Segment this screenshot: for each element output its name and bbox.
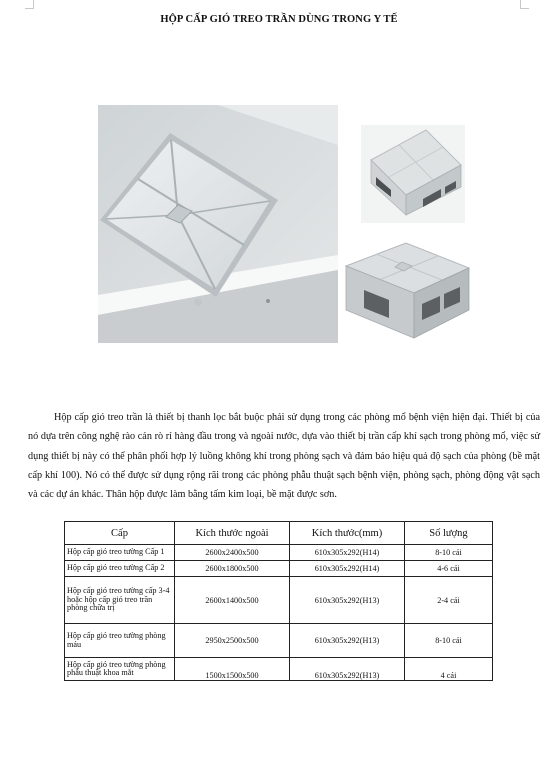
cell-outer-size: 1500x1500x500	[175, 658, 290, 681]
box-unit-photo-top	[361, 125, 465, 223]
cell-grade: Hộp cấp gió treo tường cấp 3-4 hoặc hộp cấp gió treo trần phòng chữa trị	[65, 577, 175, 624]
header-cell-outer-size: Kích thước ngoài	[175, 522, 290, 545]
header-cell-size-mm: Kích thước(mm)	[290, 522, 405, 545]
document-title: HỘP CẤP GIÓ TREO TRẦN DÙNG TRONG Y TẾ	[160, 14, 398, 25]
box-unit-image-top	[361, 125, 465, 223]
box-unit-image-bottom	[344, 238, 471, 341]
cell-outer-size: 2600x1400x500	[175, 577, 290, 624]
table-header-row	[65, 522, 493, 545]
table-row	[65, 561, 493, 577]
cell-size-mm: 610x305x292(H14)	[290, 561, 405, 577]
crop-mark-top-left	[25, 0, 34, 9]
cell-outer-size: 2600x2400x500	[175, 545, 290, 561]
cell-grade: Hộp cấp gió treo tường phòng phẫu thuật khoa mắt	[65, 658, 175, 681]
cell-outer-size: 2950x2500x500	[175, 624, 290, 658]
ceiling-diffuser-image	[98, 105, 338, 343]
table-row	[65, 577, 493, 624]
cell-grade: Hộp cấp gió treo tường Cấp 2	[65, 561, 175, 577]
table-row	[65, 658, 493, 681]
cell-size-mm: 610x305x292(H13)	[290, 624, 405, 658]
cell-grade: Hộp cấp gió treo tường Cấp 1	[65, 545, 175, 561]
cell-quantity: 8-10 cái	[405, 545, 493, 561]
header-cell-grade: Cấp	[65, 522, 175, 545]
spec-table	[64, 521, 493, 681]
table-row	[65, 624, 493, 658]
ceiling-diffuser-photo	[98, 105, 338, 343]
header-cell-quantity: Số lượng	[405, 522, 493, 545]
cell-size-mm: 610x305x292(H13)	[290, 577, 405, 624]
cell-quantity: 8-10 cái	[405, 624, 493, 658]
cell-outer-size: 2600x1800x500	[175, 561, 290, 577]
cell-quantity: 4-6 cái	[405, 561, 493, 577]
cell-quantity: 4 cái	[405, 658, 493, 681]
table-row	[65, 545, 493, 561]
cell-size-mm: 610x305x292(H13)	[290, 658, 405, 681]
cell-size-mm: 610x305x292(H14)	[290, 545, 405, 561]
cell-grade: Hộp cấp gió treo tường phòng máu	[65, 624, 175, 658]
box-unit-photo-bottom	[344, 238, 471, 341]
description-paragraph: Hộp cấp gió treo trần là thiết bị thanh lọc bắt buộc phải sử dụng trong các phòng mổ bệnh viện hiện đại. Thiết bị của nó dựa trên công nghệ rào cản rò rỉ hàng đầu trong và ngoài nước, dựa vào thiết bị trần cấp khí sạch trong phòng mổ, việc sử dụng thiết bị này có thể phân phối hợp lý luồng không khí trong phòng sạch và đảm bảo hiệu quả độ sạch của phòng (bề mặt cấp khí 100). Nó có thể được sử dụng rộng rãi trong các phòng phẫu thuật sạch bệnh viện, phòng sạch, phòng động vật sạch và các dự án khác. Thân hộp được làm bằng tấm kim loại, bề mặt được sơn.	[28, 412, 540, 500]
crop-mark-top-right	[520, 0, 529, 9]
cell-quantity: 2-4 cái	[405, 577, 493, 624]
